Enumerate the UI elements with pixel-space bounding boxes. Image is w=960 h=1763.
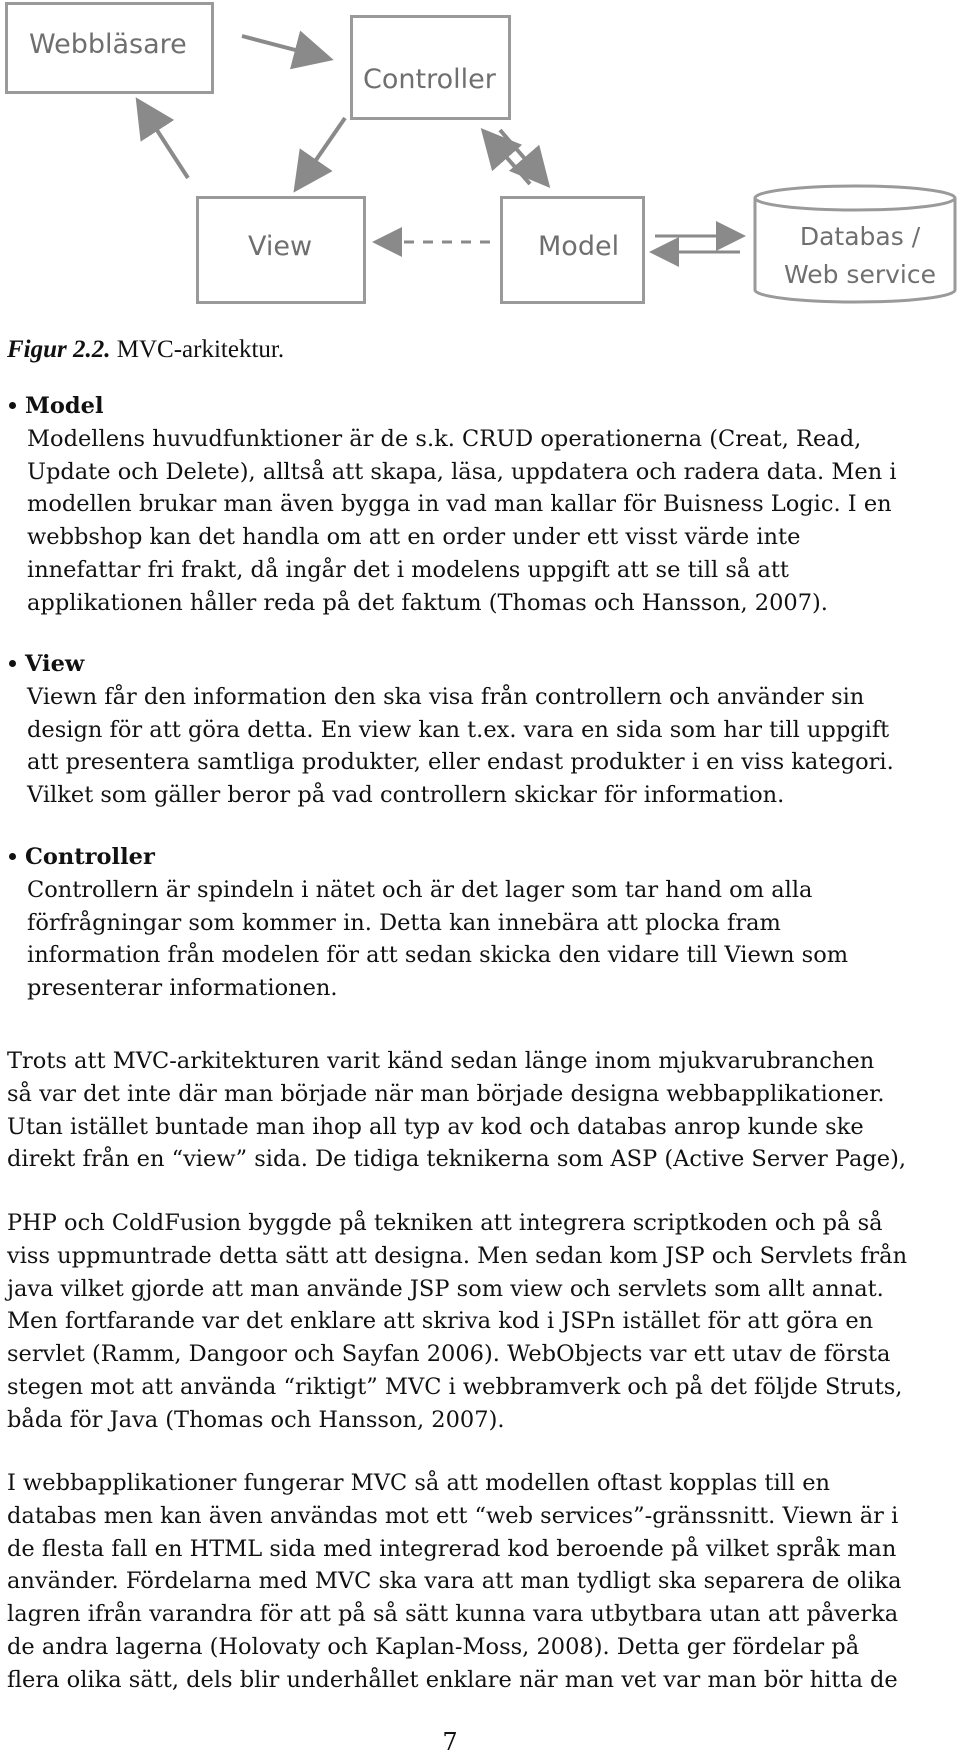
section-line: Viewn får den information den ska visa från controllern och använder sin	[27, 683, 865, 710]
mvc-diagram	[0, 0, 960, 320]
paragraph-line: Men fortfarande var det enklare att skriva kod i JSPn istället för att göra en	[7, 1308, 874, 1335]
page-number: 7	[442, 1728, 458, 1756]
section-model	[7, 390, 955, 620]
paragraph-line: direkt från en “view” sida. De tidiga teknikerna som ASP (Active Server Page),	[7, 1146, 907, 1173]
model-label: Model	[538, 231, 620, 262]
section-line: applikationen håller reda på det faktum (Thomas och Hansson, 2007).	[27, 589, 828, 616]
section-line: Vilket som gäller beror på vad controllern skickar för information.	[27, 782, 785, 809]
section-line: förfrågningar som kommer in. Detta kan innebära att plocka fram	[27, 909, 781, 936]
paragraph-line: flera olika sätt, dels blir underhållet enklare när man vet var man bör hitta de	[7, 1666, 898, 1693]
model-box	[500, 196, 645, 304]
section-line: webbshop kan det handla om att en order under ett visst värde inte	[27, 524, 801, 551]
section-line: Update och Delete), alltså att skapa, läsa, uppdatera och radera data. Men i	[27, 458, 897, 485]
view-label: View	[248, 231, 313, 262]
database-label-line2: Web service	[783, 260, 936, 289]
section-view	[7, 648, 955, 812]
paragraph-line: servlet (Ramm, Dangoor och Sayfan 2006). WebObjects var ett utav de första	[7, 1341, 891, 1368]
paragraph-line: viss uppmuntrade detta sätt att designa. Men sedan kom JSP och Servlets från	[7, 1242, 908, 1269]
section-heading: View	[25, 651, 85, 677]
paragraph-line: så var det inte där man började när man började designa webbapplikationer.	[7, 1080, 885, 1107]
controller-label: Controller	[363, 64, 496, 95]
paragraph-line: Trots att MVC-arkitekturen varit känd sedan länge inom mjukvarubranchen	[7, 1048, 875, 1074]
bullet-icon	[9, 660, 16, 667]
bullet-icon	[9, 853, 16, 860]
paragraph-line: I webbapplikationer fungerar MVC så att modellen oftast kopplas till en	[7, 1470, 831, 1496]
paragraph-line: båda för Java (Thomas och Hansson, 2007).	[7, 1406, 505, 1433]
paragraph-3	[7, 1467, 955, 1697]
section-line: Modellens huvudfunktioner är de s.k. CRUD operationerna (Creat, Read,	[27, 425, 862, 452]
section-line: modellen brukar man även bygga in vad man kallar för Buisness Logic. I en	[27, 491, 892, 518]
paragraph-line: stegen mot att använda “riktigt” MVC i webbramverk och på det följde Struts,	[7, 1373, 903, 1400]
section-controller	[7, 841, 955, 1005]
paragraph-line: PHP och ColdFusion byggde på tekniken att integrera scriptkoden och på så	[7, 1210, 883, 1236]
paragraph-2	[7, 1207, 955, 1437]
figure-label: Figur 2.2.	[7, 336, 111, 363]
figure-caption	[7, 334, 955, 367]
paragraph-line: de andra lagerna (Holovaty och Kaplan-Moss, 2008). Detta ger fördelar på	[7, 1633, 860, 1660]
section-line: Controllern är spindeln i nätet och är det lager som tar hand om alla	[27, 876, 813, 903]
paragraph-line: använder. Fördelarna med MVC ska vara att man tydligt ska separera de olika	[7, 1568, 902, 1595]
paragraph-line: java vilket gjorde att man använde JSP som view och servlets som allt annat.	[7, 1275, 884, 1302]
browser-box	[5, 2, 214, 94]
controller-box	[350, 15, 511, 120]
paragraph-1	[7, 1045, 955, 1176]
section-line: information från modelen för att sedan skicka den vidare till Viewn som	[27, 942, 849, 969]
section-line: innefattar fri frakt, då ingår det i modelens uppgift att se till så att	[27, 556, 789, 583]
section-heading: Model	[25, 393, 104, 419]
section-line: att presentera samtliga produkter, eller endast produkter i en viss kategori.	[27, 749, 894, 776]
paragraph-line: databas men kan även användas mot ett “web services”-gränssnitt. Viewn är i	[7, 1502, 899, 1529]
database-label-line1: Databas /	[799, 222, 921, 251]
section-heading: Controller	[25, 844, 155, 870]
view-box	[196, 196, 366, 304]
arrow-browser-to-controller	[242, 36, 326, 58]
paragraph-line: de flesta fall en HTML sida med integrerad kod beroende på vilket språk man	[7, 1535, 897, 1562]
browser-label: Webbläsare	[29, 29, 187, 60]
paragraph-line: lagren ifrån varandra för att på så sätt kunna vara utbytbara utan att påverka	[7, 1601, 899, 1628]
arrow-controller-to-view	[298, 118, 345, 186]
section-line: presenterar informationen.	[27, 975, 338, 1002]
figure-caption-text: MVC-arkitektur.	[110, 336, 285, 363]
database-label	[760, 218, 960, 294]
arrow-view-to-browser	[140, 104, 188, 178]
paragraph-line: Utan istället buntade man ihop all typ av kod och databas anrop kunde ske	[7, 1113, 864, 1140]
section-line: design för att göra detta. En view kan t.ex. vara en sida som har till uppgift	[27, 716, 890, 743]
bullet-icon	[9, 402, 16, 409]
